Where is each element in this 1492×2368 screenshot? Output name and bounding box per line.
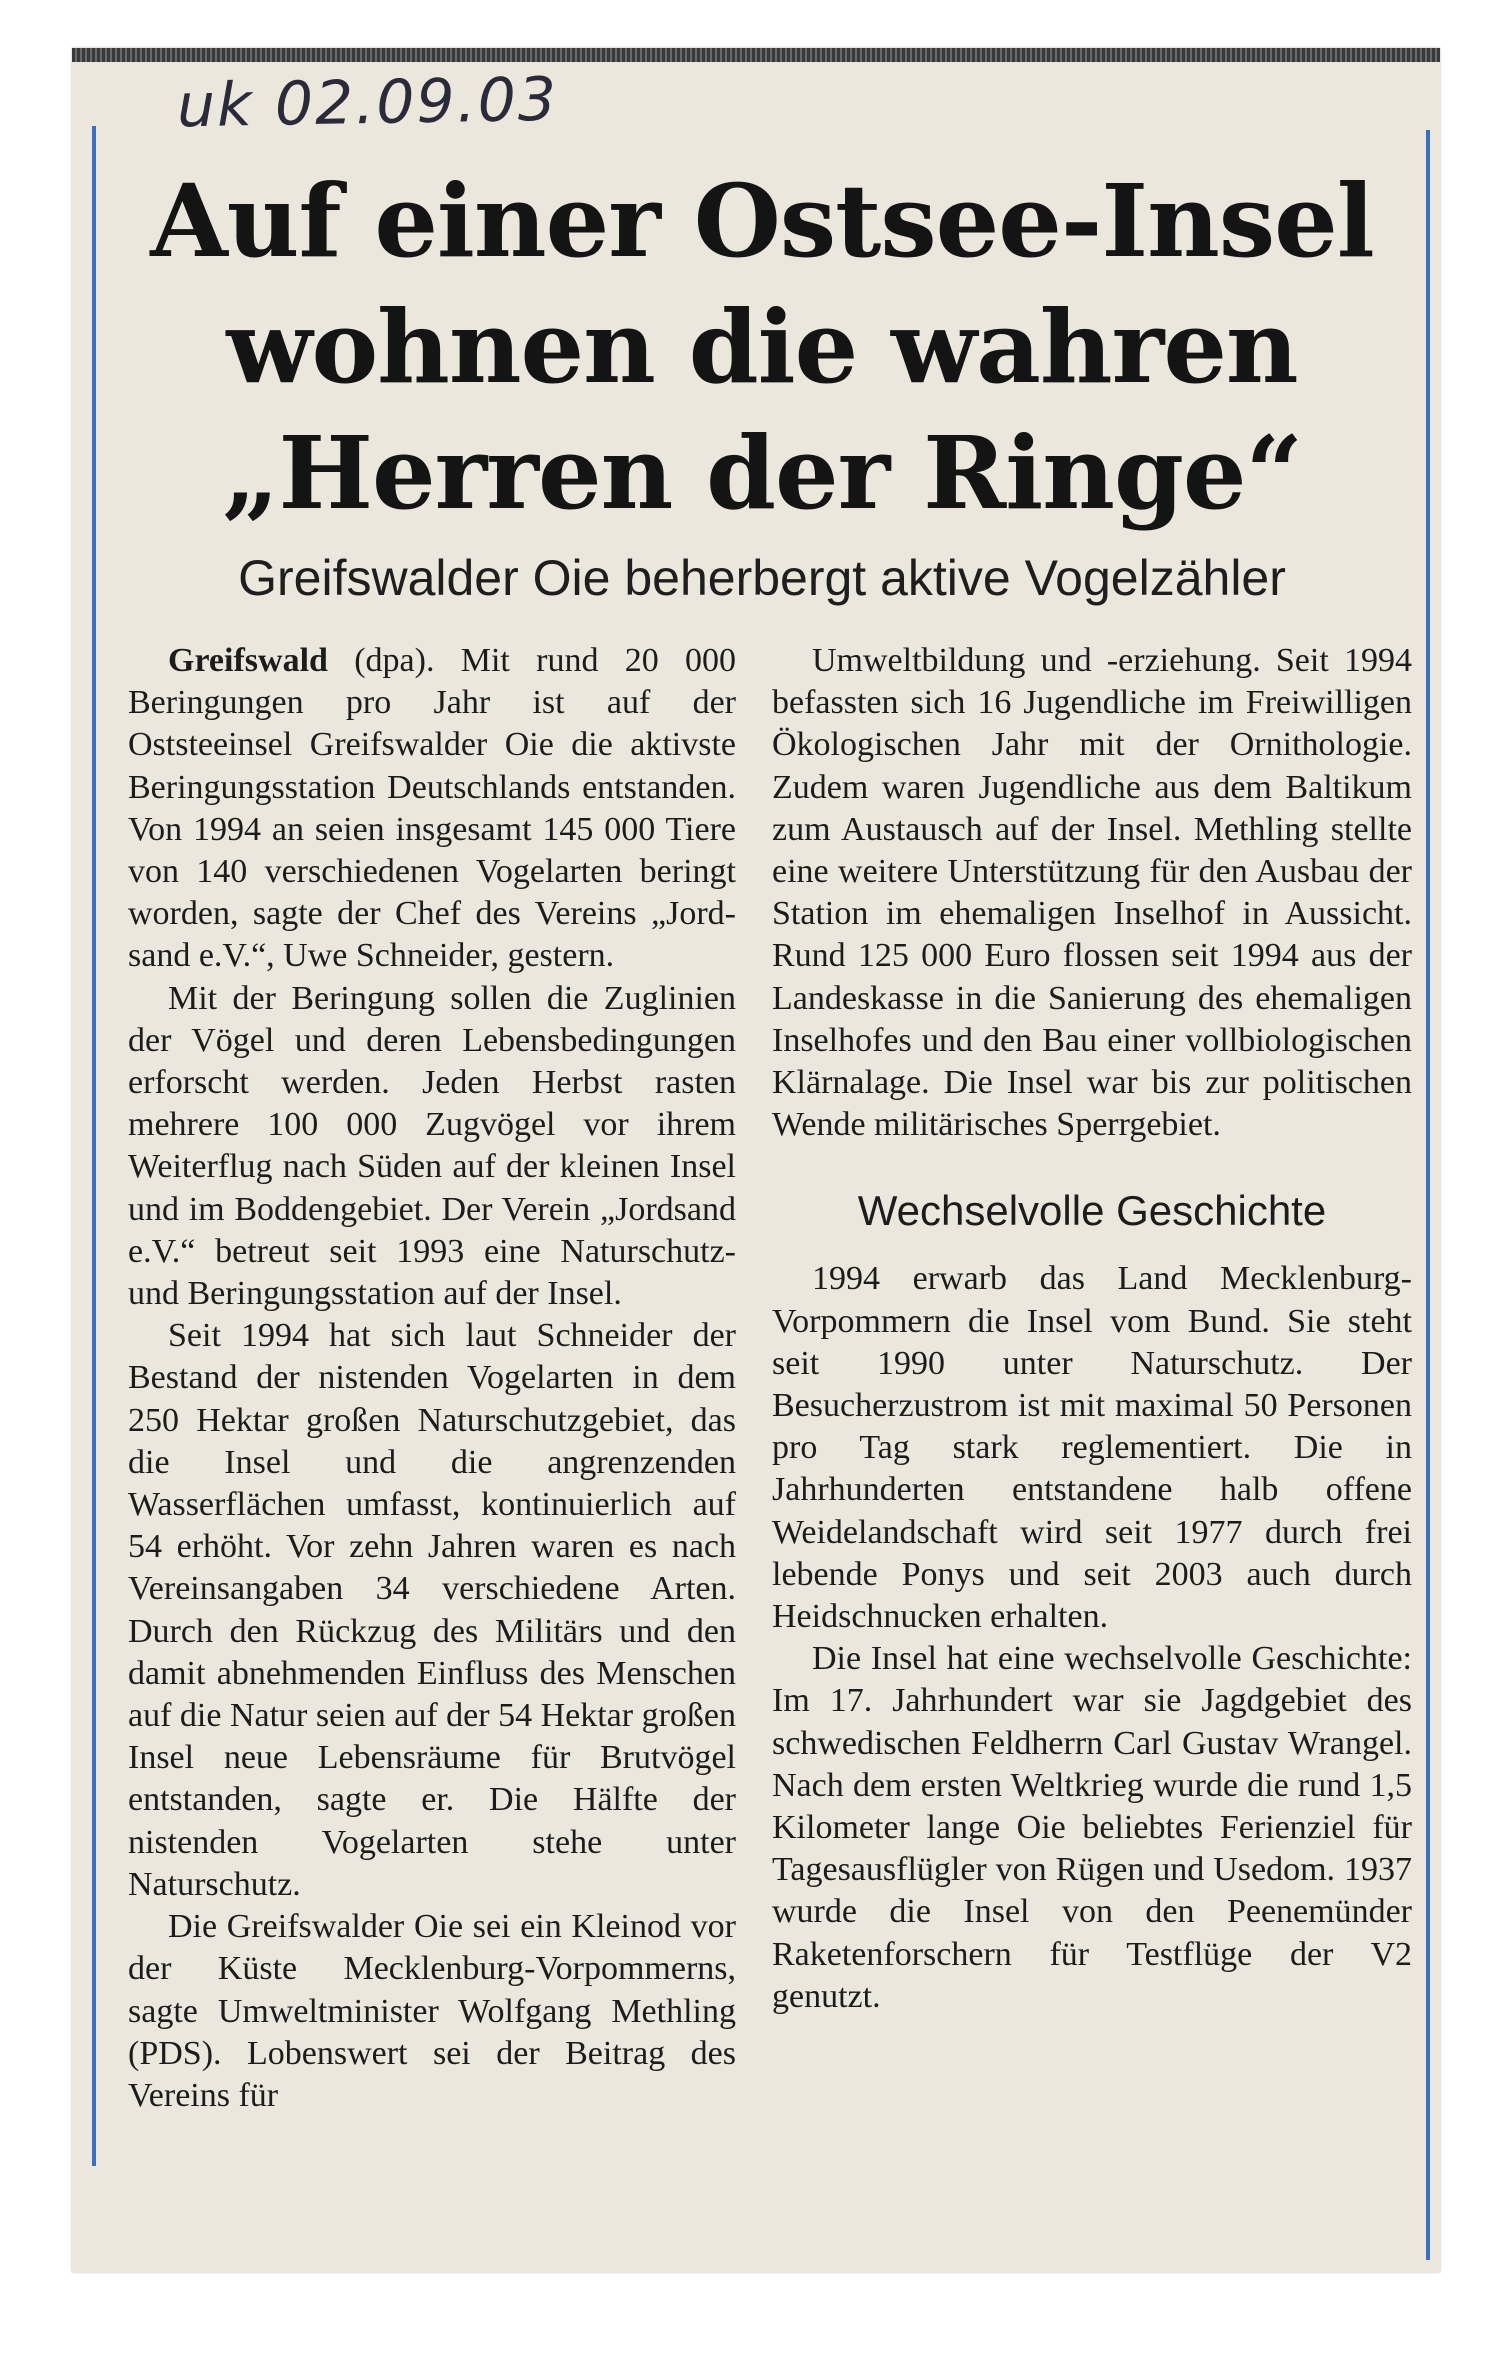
- headline-line-3: „Herren der Ringe“: [221, 414, 1303, 532]
- headline-line-2: wohnen die wahren: [226, 288, 1298, 406]
- paragraph-6: 1994 erwarb das Land Mecklenburg-Vorpommern die Insel vom Bund. Sie steht seit 1990 unter Naturschutz. Der Besucherzustrom ist mit maximal 50 Personen pro Tag stark reglementiert. Die in Jahrhunderten entstandene halb offene Weidelandschaft wird seit 1977 durch frei lebende Ponys und seit 2003 auch durch Heidschnucken erhalten.: [772, 1260, 1412, 1636]
- left-blue-rule: [92, 126, 96, 2166]
- headline-line-1: Auf einer Ostsee-Insel: [150, 162, 1374, 280]
- article-column-left: [128, 640, 736, 2117]
- paragraph-3: Seit 1994 hat sich laut Schneider der Bestand der nistenden Vogelarten in dem 250 Hektar großen Naturschutzgebiet, das die Insel und die angrenzenden Wasserflächen umfasst, kontinuierlich auf 54 erhöht. Vor zehn Jahren waren es nach Vereinsangaben 34 verschiedene Arten. Durch den Rückzug des Militärs und den damit abnehmenden Einfluss des Menschen auf die Natur seien auf der 54 Hektar großen Insel neue Lebensräume für Brutvögel entstanden, sagte er. Die Hälfte der nistenden Vogelarten stehe unter Naturschutz.: [128, 1317, 736, 1903]
- section-heading: Wechselvolle Geschichte: [857, 1187, 1327, 1235]
- paragraph-1: [128, 640, 736, 978]
- article-column-right: [772, 640, 1412, 2018]
- newspaper-clipping: [72, 48, 1440, 2272]
- subheadline: Greifswalder Oie beherbergt aktive Vogelzähler: [238, 550, 1286, 606]
- paragraph-4: Die Greifswalder Oie sei ein Kleinod vor der Küste Mecklenburg-Vorpommerns, sagte Umweltminister Wolfgang Methling (PDS). Lobenswert sei der Beitrag des Vereins für: [128, 1908, 736, 2114]
- paragraph-5: Umweltbildung und -erziehung. Seit 1994 befassten sich 16 Jugendliche im Freiwilligen Ökologischen Jahr mit der Ornithologie. Zudem waren Jugendliche aus dem Baltikum zum Austausch auf der Insel. Methling stellte eine weitere Unterstützung für den Ausbau der Station im ehemaligen Inselhof in Aussicht. Rund 125 000 Euro flossen seit 1994 aus der Landeskasse in die Sanierung des ehemaligen Inselhofes und den Bau einer vollbiologischen Klärnalage. Die Insel war bis zur politischen Wende militärisches Sperrgebiet.: [772, 642, 1412, 1144]
- dateline: Greifswald: [168, 642, 328, 679]
- right-blue-rule: [1426, 130, 1430, 2260]
- headline: [112, 158, 1412, 536]
- paragraph-2: Mit der Beringung sollen die Zuglinien der Vögel und deren Lebensbedingungen erforscht werden. Jeden Herbst rasten mehrere 100 000 Zugvögel vor ihrem Weiterflug nach Süden auf der kleinen Insel und im Boddengebiet. Der Verein „Jordsand e.V.“ betreut seit 1993 eine Naturschutz- und Beringungsstation auf der Insel.: [128, 979, 736, 1313]
- top-rule: [72, 48, 1440, 62]
- paragraph-1-text: (dpa). Mit rund 20 000 Beringungen pro Jahr ist auf der Oststeeinsel Greifswalder Oie die aktivste Beringungsstation Deutschlands entstanden. Von 1994 an seien insgesamt 145 000 Tiere von 140 verschiedenen Vogelarten beringt worden, sagte der Chef des Vereins „Jordsand e.V.“, Uwe Schneider, gestern.: [128, 642, 736, 975]
- paragraph-7: Die Insel hat eine wechselvolle Geschichte: Im 17. Jahrhundert war sie Jagdgebiet des schwedischen Feldherrn Carl Gustav Wrangel. Nach dem ersten Weltkrieg wurde die rund 1,5 Kilometer lange Oie beliebtes Ferienziel für Tagesausflügler von Rügen und Usedom. 1937 wurde die Insel von den Peenemünder Raketenforschern für Testflüge der V2 genutzt.: [772, 1640, 1412, 2015]
- handwritten-date-note: uk 02.09.03: [176, 64, 559, 142]
